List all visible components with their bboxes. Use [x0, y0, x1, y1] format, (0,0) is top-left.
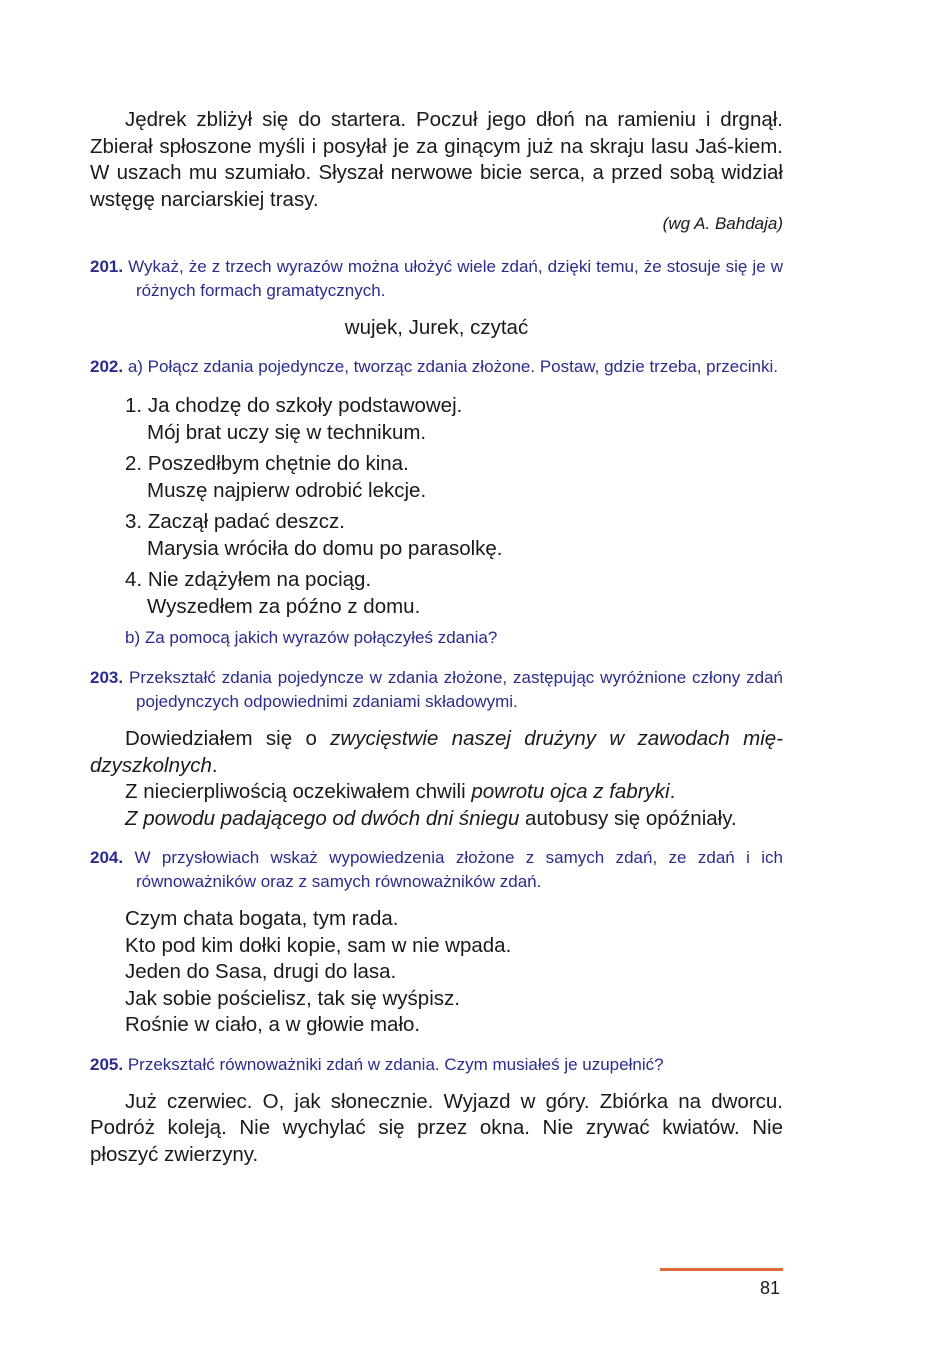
sentence: Dowiedziałem się o zwycięstwie naszej drużyny w zawodach mię-dzyszkolnych. [90, 727, 783, 777]
exercise-204-proverbs [90, 906, 783, 1039]
proverb: Kto pod kim dołki kopie, sam w nie wpada. [125, 933, 512, 957]
exercise-204-text: W przysłowiach wskaż wypowiedzenia złożone z samych zdań, ze zdań i ich równoważników oraz z samych równoważników zdań. [134, 848, 783, 891]
list-item: 2. Poszedłbym chętnie do kina. Muszę najpierw odrobić lekcje. [125, 452, 427, 502]
intro-source: (wg A. Bahdaja) [662, 214, 783, 233]
exercise-203-text: Przekształć zdania pojedyncze w zdania złożone, zastępując wyróżnione człony zdań pojedynczych odpowiednimi zdaniami składowymi. [128, 668, 783, 711]
sentence: Z niecierpliwością oczekiwałem chwili powrotu ojca z fabryki. [125, 780, 676, 803]
proverb: Rośnie w ciało, a w głowie mało. [125, 1013, 421, 1036]
exercise-202-text: a) Połącz zdania pojedyncze, tworząc zdania złożone. Postaw, gdzie trzeba, przecinki. [127, 357, 778, 376]
list-item: 3. Zaczął padać deszcz. Marysia wróciła do domu po parasolkę. [125, 510, 503, 560]
proverb: Czym chata bogata, tym rada. [125, 907, 399, 930]
exercise-203-instruction [90, 666, 783, 714]
page-number: 81 [759, 1278, 780, 1298]
exercise-204-number: 204. [90, 848, 124, 867]
exercise-202-part-b: b) Za pomocą jakich wyrazów połączyłeś zdania? [125, 628, 498, 647]
proverb: Jeden do Sasa, drugi do lasa. [125, 960, 397, 983]
list-item: 1. Ja chodzę do szkoły podstawowej. Mój brat uczy się w technikum. [125, 394, 463, 444]
exercise-205-instruction [90, 1053, 783, 1077]
exercise-201-text: Wykaż, że z trzech wyrazów można ułożyć wiele zdań, dzięki temu, że stosuje się je w różnych formach gramatycznych. [128, 257, 783, 300]
exercise-202-number: 202. [90, 357, 124, 376]
exercise-203-sentences [90, 726, 783, 832]
footer-accent-rule [660, 1268, 783, 1271]
exercise-202-list [90, 393, 783, 620]
list-item: 4. Nie zdążyłem na pociąg. Wyszedłem za późno z domu. [125, 568, 421, 618]
exercise-205-text: Przekształć równoważniki zdań w zdania. Czym musiałeś je uzupełnić? [127, 1054, 664, 1074]
exercise-205-number: 205. [90, 1054, 124, 1074]
proverb: Jak sobie pościelisz, tak się wyśpisz. [125, 986, 460, 1010]
exercise-205-paragraph: Już czerwiec. O, jak słonecznie. Wyjazd w góry. Zbiórka na dworcu. Podróż koleją. Nie wychylać się przez okna. Nie zrywać kwiatów. Nie płoszyć zwierzyny. [90, 1089, 783, 1166]
intro-paragraph: Jędrek zbliżył się do startera. Poczuł jego dłoń na ramieniu i drgnął. Zbierał spłoszone myśli i posyłał je za ginącym już na skraju lasu Jaś-kiem. W uszach mu szumiało. Słyszał nerwowe bicie serca, a przed sobą widział wstęgę narciarskiej trasy. [90, 108, 783, 211]
exercise-203-number: 203. [90, 668, 124, 687]
exercise-204-instruction [90, 846, 783, 894]
exercise-201-words: wujek, Jurek, czytać [344, 316, 529, 339]
exercise-201-instruction [90, 255, 783, 303]
exercise-201-number: 201. [90, 257, 124, 276]
page-content [90, 107, 783, 1168]
exercise-202-instruction [90, 355, 783, 379]
sentence: Z powodu padającego od dwóch dni śniegu autobusy się opóźniały. [125, 806, 737, 830]
